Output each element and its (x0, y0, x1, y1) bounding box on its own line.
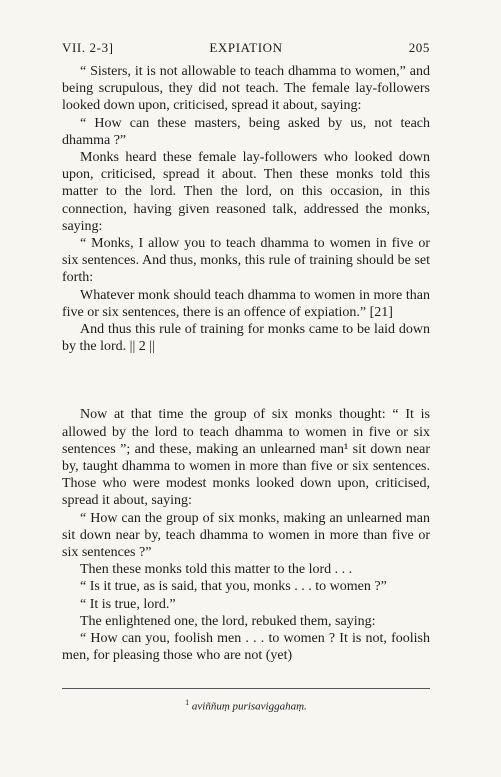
footnote (62, 698, 430, 713)
paragraph: “ Is it true, as is said, that you, monks . . . to women ?” (80, 579, 387, 595)
body-text (62, 63, 430, 665)
section-gap (62, 355, 430, 406)
header-title: EXPIATION (209, 40, 283, 55)
paragraph: “ How can you, foolish men . . . to women ? It is not, foolish men, for pleasing those who are not (yet) (62, 631, 430, 664)
paragraph: And thus this rule of training for monks came to be laid down by the lord. || 2 || (62, 322, 430, 355)
page-number: 205 (408, 40, 430, 55)
paragraph: Whatever monk should teach dhamma to women in more than five or six sentences, there is an offence of expiation.” [21] (62, 287, 430, 320)
footnote-marker: 1 (185, 698, 190, 707)
footnote-divider (62, 688, 430, 689)
paragraph: Now at that time the group of six monks thought: “ It is allowed by the lord to teach dhamma to women in five or six sentences ”; and these, making an unlearned man¹ sit down near by, taught dhamma to women in more than five or six sentences. Those who were modest monks looked down upon, criticised, spread it about, saying: (62, 407, 430, 509)
footnote-text: aviññuṃ purisaviggahaṃ. (191, 700, 307, 713)
header-section-ref: VII. 2-3] (62, 40, 114, 55)
paragraph: “ How can these masters, being asked by us, not teach dhamma ?” (62, 115, 430, 148)
paragraph: Then these monks told this matter to the lord . . . (80, 562, 353, 578)
paragraph: “ How can the group of six monks, making an unlearned man sit down near by, teach dhamma to women in more than five or six sentences ?” (62, 510, 430, 561)
paragraph: “ Sisters, it is not allowable to teach dhamma to women,” and being scrupulous, they did not teach. The female lay-followers looked down upon, criticised, spread it about, saying: (62, 64, 430, 114)
paragraph: Monks heard these female lay-followers who looked down upon, criticised, spread it about. Then these monks told this matter to the lord. Then the lord, on this occasion, in this connection, having given reasoned talk, addressed the monks, saying: (62, 150, 430, 234)
paragraph: The enlightened one, the lord, rebuked them, saying: (80, 613, 376, 629)
paragraph: “ It is true, lord.” (80, 596, 176, 612)
paragraph: “ Monks, I allow you to teach dhamma to women in five or six sentences. And thus, monks, this rule of training should be set forth: (62, 236, 430, 286)
